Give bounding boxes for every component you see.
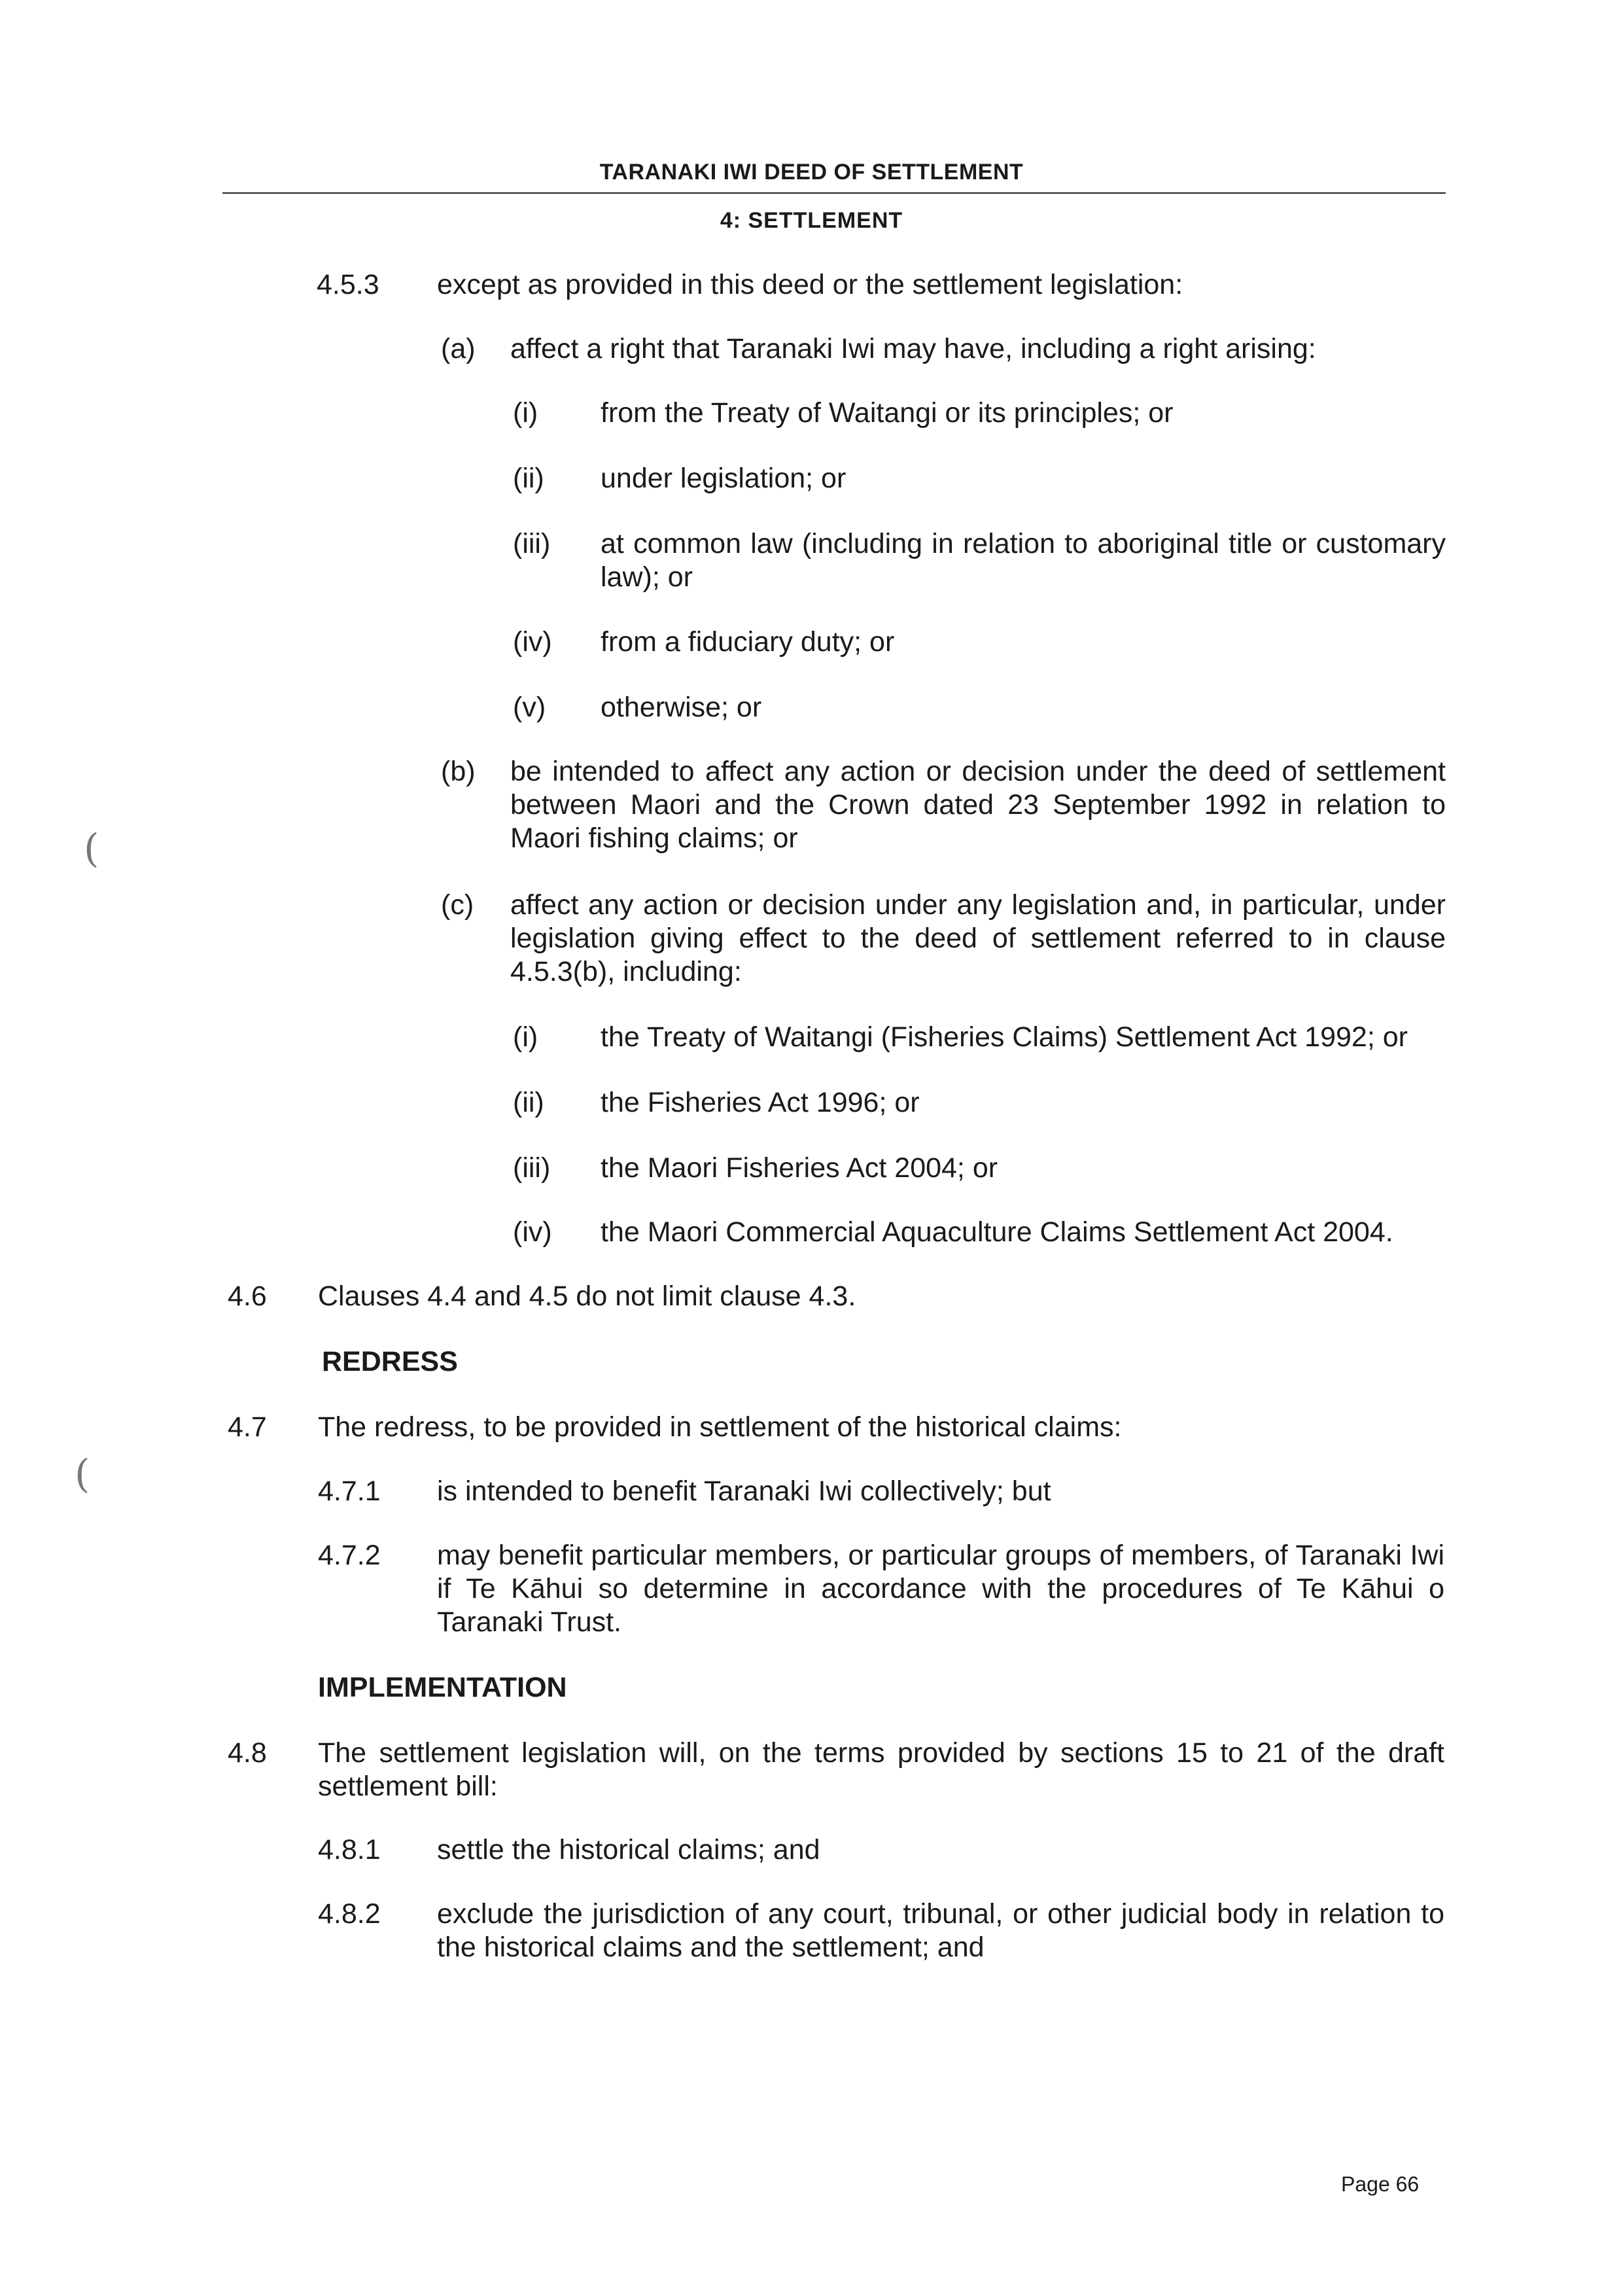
clause-number-4-7-1: 4.7.1 [318,1475,381,1507]
clause-text-c-ii: the Fisheries Act 1996; or [601,1087,920,1118]
clause-number-c-iv: (iv) [513,1216,552,1248]
clause-text-4-7-1: is intended to benefit Taranaki Iwi collectively; but [437,1475,1051,1507]
clause-number-a-ii: (ii) [513,463,544,494]
section-title: 4: SETTLEMENT [720,208,903,233]
clause-text-c-iii: the Maori Fisheries Act 2004; or [601,1152,998,1184]
clause-text-b: be intended to affect any action or decision under the deed of settlement between Maori and the Crown dated 23 September 1992 in relation to Maori fishing claims; or [510,756,1446,854]
clause-text-c-i: the Treaty of Waitangi (Fisheries Claims) Settlement Act 1992; or [601,1021,1408,1053]
clause-text-4-8: The settlement legislation will, on the terms provided by sections 15 to 21 of the draft settlement bill: [318,1737,1444,1802]
clause-number-a-v: (v) [513,692,546,723]
clause-number-4-7-2: 4.7.2 [318,1540,381,1571]
clause-number-4-8: 4.8 [228,1737,267,1769]
clause-text-a-iii: at common law (including in relation to aboriginal title or customary law); or [601,528,1446,593]
clause-text-a-v: otherwise; or [601,692,762,723]
document-title: TARANAKI IWI DEED OF SETTLEMENT [599,160,1024,185]
clause-text-c: affect any action or decision under any legislation and, in particular, under legislation giving effect to the deed of settlement referred to in clause 4.5.3(b), including: [510,889,1446,987]
clause-number-c-i: (i) [513,1021,538,1053]
clause-text-c-iv: the Maori Commercial Aquaculture Claims Settlement Act 2004. [601,1216,1393,1248]
clause-text-4-7: The redress, to be provided in settlement of the historical claims: [318,1411,1122,1443]
clause-number-4-8-1: 4.8.1 [318,1834,381,1865]
clause-number-c-iii: (iii) [513,1152,551,1184]
clause-text-4-7-2: may benefit particular members, or particular groups of members, of Taranaki Iwi if Te Kāhui so determine in accordance with the procedures of Te Kāhui o Taranaki Trust. [437,1540,1444,1638]
clause-number-a-iii: (iii) [513,528,551,559]
clause-number-c-ii: (ii) [513,1087,544,1118]
clause-number-a-iv: (iv) [513,626,552,658]
margin-binding-mark: ( [75,1451,90,1497]
clause-number-b: (b) [441,756,476,787]
clause-number-a-i: (i) [513,397,538,429]
page-number: Page 66 [1341,2172,1420,2196]
clause-text-4-6: Clauses 4.4 and 4.5 do not limit clause 4.3. [318,1280,856,1312]
clause-number-c: (c) [441,889,474,921]
clause-number-4-7: 4.7 [228,1411,267,1443]
clause-text-a: affect a right that Taranaki Iwi may have, including a right arising: [510,333,1316,364]
clause-number-4-8-2: 4.8.2 [318,1898,381,1930]
clause-number-4-6: 4.6 [228,1280,267,1312]
clause-text-a-iv: from a fiduciary duty; or [601,626,895,658]
clause-text-a-i: from the Treaty of Waitangi or its principles; or [601,397,1174,429]
clause-text-4-5-3: except as provided in this deed or the settlement legislation: [437,269,1183,300]
clause-text-4-8-1: settle the historical claims; and [437,1834,820,1865]
clause-text-4-8-2: exclude the jurisdiction of any court, tribunal, or other judicial body in relation to the historical claims and the settlement; and [437,1898,1444,1963]
heading-redress: REDRESS [322,1346,458,1377]
clause-number-4-5-3: 4.5.3 [317,269,379,300]
header-divider [222,192,1446,194]
clause-number-a: (a) [441,333,476,364]
clause-text-a-ii: under legislation; or [601,463,846,494]
heading-implementation: IMPLEMENTATION [318,1672,567,1703]
margin-binding-mark: ( [84,826,99,872]
